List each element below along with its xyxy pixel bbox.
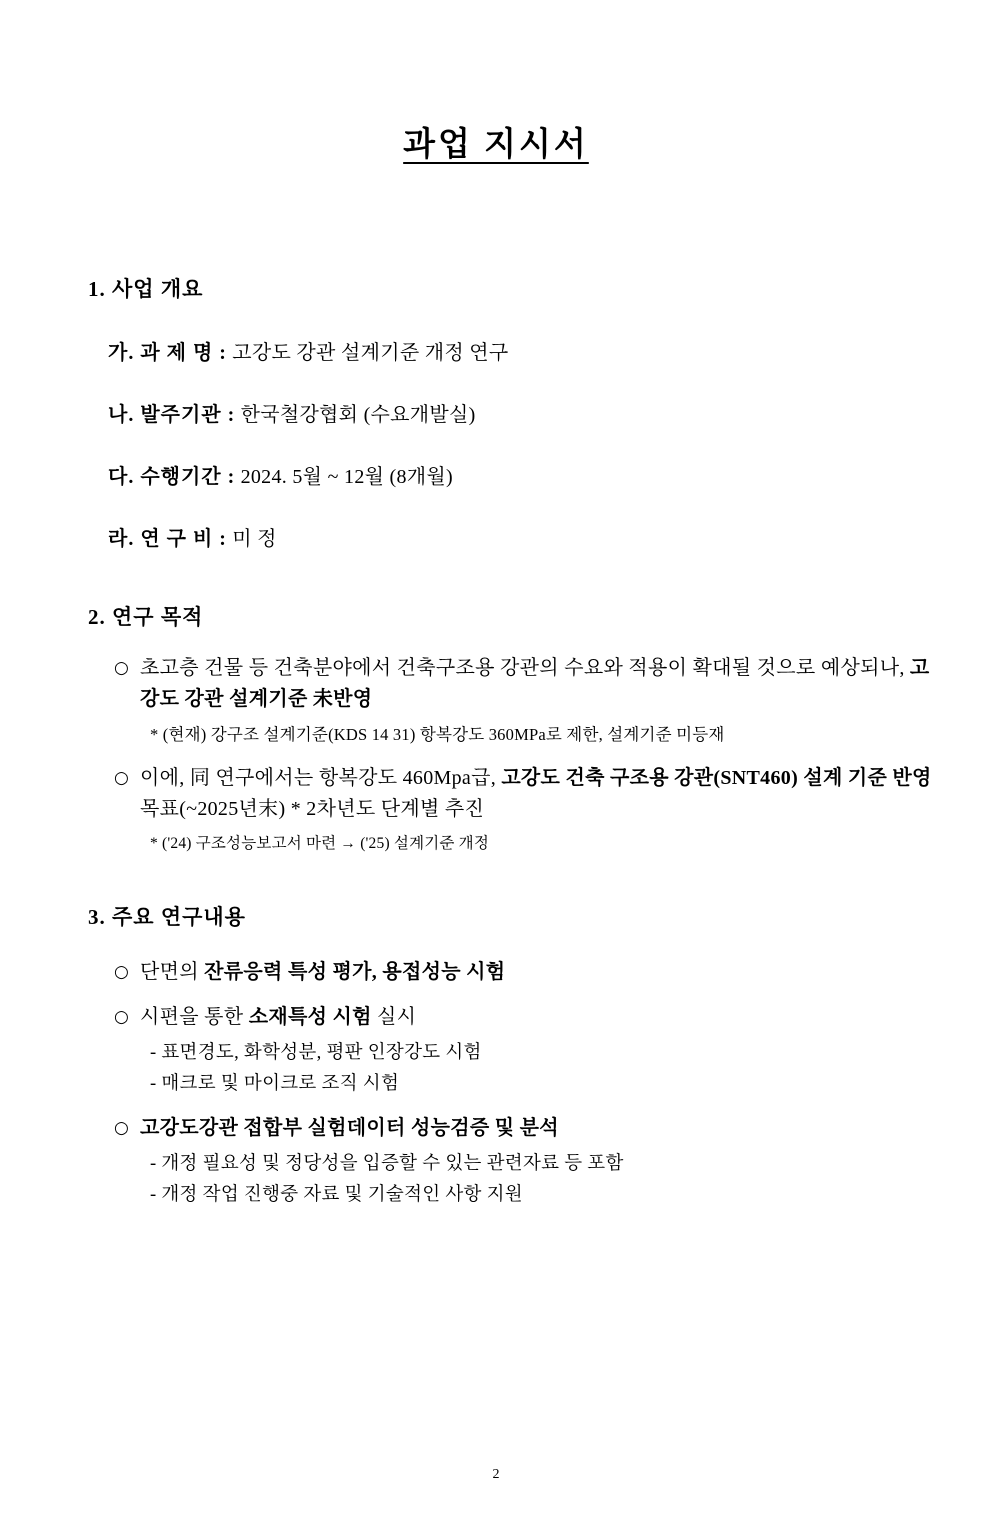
page-number: 2 [492, 1467, 500, 1482]
bullet-text-plain: 시편을 통한 [140, 1006, 249, 1028]
overview-item-label: 라. 연 구 비 : [108, 528, 227, 550]
section-heading-2: 2. 연구 목적 [88, 605, 204, 629]
section-heading-1: 1. 사업 개요 [88, 277, 204, 301]
section-heading-3: 3. 주요 연구내용 [88, 905, 246, 929]
bullet-text-emphasis: 잔류응력 특성 평가, 용접성능 시험 [204, 961, 506, 983]
section-research-purpose [88, 601, 932, 853]
overview-item-value: 2024. 5월 ~ 12월 (8개월) [240, 466, 453, 488]
bullet-text-emphasis: 소재특성 시험 [248, 1006, 372, 1028]
section-business-overview [88, 273, 932, 551]
overview-item-label: 다. 수행기간 : [108, 466, 236, 488]
bullet-circle-icon: ○ [114, 658, 129, 678]
bullet-circle-icon: ○ [114, 1118, 129, 1138]
contents-bullet-3-text: 고강도강관 접합부 실험데이터 성능검증 및 분석 [140, 1117, 559, 1139]
contents-bullet-2-dash-2: - 매크로 및 마이크로 조직 시험 [150, 1074, 400, 1094]
bullet-text-plain: 초고층 건물 등 건축분야에서 건축구조용 강관의 수요와 적용이 확대될 것으로 예상되나, [140, 657, 910, 679]
contents-bullet-1 [114, 957, 932, 988]
overview-item-value: 미 정 [232, 528, 277, 550]
contents-bullet-2 [114, 1002, 932, 1033]
overview-item-label: 가. 과 제 명 : [108, 342, 227, 364]
overview-item-budget [108, 522, 932, 551]
contents-bullet-2-dash-1: - 표면경도, 화학성분, 평판 인장강도 시험 [150, 1043, 482, 1063]
contents-bullet-2-text [140, 1002, 932, 1033]
contents-bullet-1-text [140, 957, 932, 988]
purpose-bullet-2 [114, 763, 932, 825]
purpose-bullet-2-note: * ('24) 구조성능보고서 마련 → ('25) 설계기준 개정 [150, 835, 490, 852]
overview-item-value: 고강도 강관 설계기준 개정 연구 [232, 342, 509, 364]
purpose-bullet-1 [114, 653, 932, 715]
bullet-circle-icon: ○ [114, 768, 129, 788]
bullet-text-emphasis: 고강도 건축 구조용 강관(SNT460) 설계 기준 반영 [501, 767, 932, 789]
overview-item-client [108, 398, 932, 427]
bullet-circle-icon: ○ [114, 1007, 129, 1027]
purpose-bullet-1-note: * (현재) 강구조 설계기준(KDS 14 31) 항복강도 360MPa로 제한, 설계기준 미등재 [150, 725, 725, 744]
document-page [0, 118, 992, 1521]
bullet-text-emphasis: 고강도 강관 설계기준 未반영 [140, 657, 930, 710]
contents-bullet-3-dash-1: - 개정 필요성 및 정당성을 입증할 수 있는 관련자료 등 포함 [150, 1154, 624, 1174]
section-research-contents [88, 901, 932, 1206]
overview-item-label: 나. 발주기관 : [108, 404, 236, 426]
bullet-text-plain: 단면의 [140, 961, 205, 983]
bullet-circle-icon: ○ [114, 962, 129, 982]
page-title: 과업 지시서 [403, 127, 589, 163]
contents-bullet-3-dash-2: - 개정 작업 진행중 자료 및 기술적인 사항 지원 [150, 1185, 523, 1205]
bullet-text-plain-2: 실시 [371, 1006, 417, 1028]
overview-item-project-name [108, 336, 932, 365]
purpose-bullet-2-text [140, 763, 932, 825]
bullet-text-plain-2: 목표(~2025년末) * 2차년도 단계별 추진 [140, 798, 485, 820]
bullet-text-plain: 이에, 同 연구에서는 항복강도 460Mpa급, [140, 767, 502, 789]
overview-item-value: 한국철강협회 (수요개발실) [240, 404, 476, 426]
overview-item-duration [108, 460, 932, 489]
purpose-bullet-1-text [140, 653, 932, 715]
contents-bullet-3 [114, 1113, 932, 1144]
